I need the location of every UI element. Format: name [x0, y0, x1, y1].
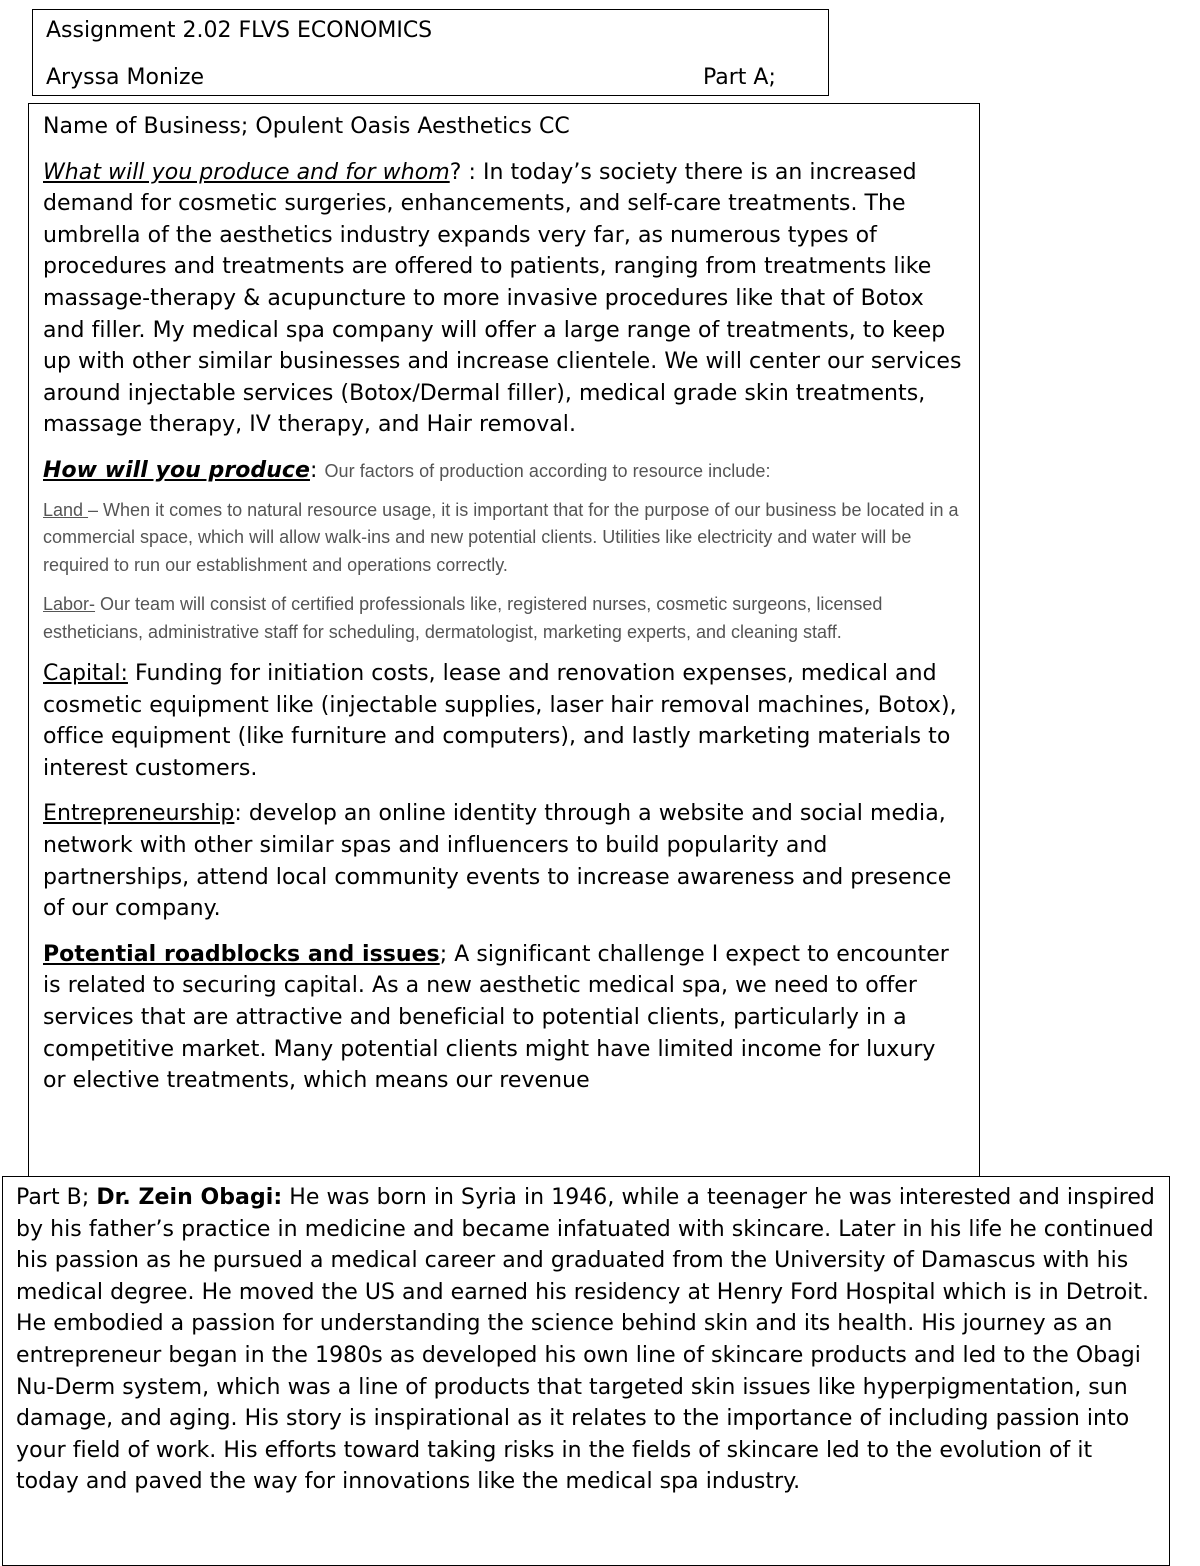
- entrepreneurship-paragraph: [43, 798, 963, 924]
- produce-paragraph: [43, 157, 963, 441]
- assignment-title: Assignment 2.02 FLVS ECONOMICS: [46, 18, 433, 43]
- capital-paragraph: [43, 658, 963, 784]
- entrepreneurship-text: : develop an online identity through a website and social media, network with other similar spas and influencers to build popularity and partnerships, attend local community events to increase awareness and presence of our company.: [43, 801, 952, 922]
- how-text: Our factors of production according to resource include:: [324, 460, 771, 481]
- part-b-box: [2, 1176, 1170, 1566]
- roadblocks-label: Potential roadblocks and issues: [43, 941, 440, 967]
- part-a-box: [28, 103, 980, 1183]
- part-b-label: Part B;: [16, 1185, 97, 1210]
- roadblocks-text: ; A significant challenge I expect to encounter is related to securing capital. As a new aesthetic medical spa, we need to offer services that are attractive and beneficial to potential clients, particularly in a competitive market. Many potential clients might have limited income for luxury or elective treatments, which means our revenue: [43, 941, 949, 1094]
- produce-text: ? : In today’s society there is an increased demand for cosmetic surgeries, enhancements, and self-care treatments. The umbrella of the aesthetics industry expands very far, as numerous types of procedures and treatments are offered to patients, ranging from treatments like massage-therapy & acupuncture to more invasive procedures like that of Botox and filler. My medical spa company will offer a large range of treatments, to keep up with other similar businesses and increase clientele. We will center our services around injectable services (Botox/Dermal filler), medical grade skin treatments, massage therapy, IV therapy, and Hair removal.: [43, 159, 962, 438]
- entrepreneurship-label: Entrepreneurship: [43, 801, 235, 827]
- capital-label: Capital:: [43, 661, 128, 687]
- produce-heading: What will you produce and for whom: [43, 159, 450, 185]
- labor-label: Labor-: [43, 594, 96, 615]
- capital-text: Funding for initiation costs, lease and renovation expenses, medical and cosmetic equipment like (injectable supplies, laser hair removal machines, Botox), office equipment (like furniture and computers), and lastly marketing materials to interest customers.: [43, 661, 957, 781]
- labor-text: Our team will consist of certified professionals like, registered nurses, cosmetic surgeons, licensed estheticians, administrative staff for scheduling, dermatologist, marketing experts, and cleaning staff.: [43, 594, 883, 642]
- labor-paragraph: [43, 591, 963, 646]
- business-name: Name of Business; Opulent Oasis Aesthetics CC: [43, 114, 570, 139]
- part-a-content: [43, 111, 963, 1097]
- header-box: [32, 9, 829, 96]
- author-name: Aryssa Monize: [46, 65, 205, 90]
- how-colon: :: [309, 457, 325, 483]
- how-heading: How will you produce: [43, 457, 310, 483]
- roadblocks-paragraph: [43, 939, 963, 1097]
- land-text: – When it comes to natural resource usage, it is important that for the purpose of our business be located in a commercial space, which will allow walk-ins and new potential clients. Utilities like electricity and water will be required to run our establishment and operations correctly.: [43, 499, 959, 575]
- part-a-label: Part A;: [703, 65, 776, 90]
- part-b-paragraph: [16, 1182, 1156, 1498]
- land-label: Land: [43, 499, 89, 520]
- land-paragraph: [43, 497, 963, 580]
- how-paragraph: [43, 455, 963, 487]
- part-b-text: He was born in Syria in 1946, while a teenager he was interested and inspired by his father’s practice in medicine and became infatuated with skincare. Later in his life he continued his passion as he pursued a medical career and graduated from the University of Damascus with his medical degree. He moved the US and earned his residency at Henry Ford Hospital which is in Detroit. He embodied a passion for understanding the science behind skin and its health. His journey as an entrepreneur began in the 1980s as developed his own line of skincare products and led to the Obagi Nu-Derm system, which was a line of products that targeted skin issues like hyperpigmentation, sun damage, and aging. His story is inspirational as it relates to the importance of including passion into your field of work. His efforts toward taking risks in the fields of skincare led to the evolution of it today and paved the way for innovations like the medical spa industry.: [16, 1185, 1155, 1495]
- part-b-content: [16, 1182, 1156, 1498]
- part-b-person-name: Dr. Zein Obagi:: [96, 1185, 283, 1210]
